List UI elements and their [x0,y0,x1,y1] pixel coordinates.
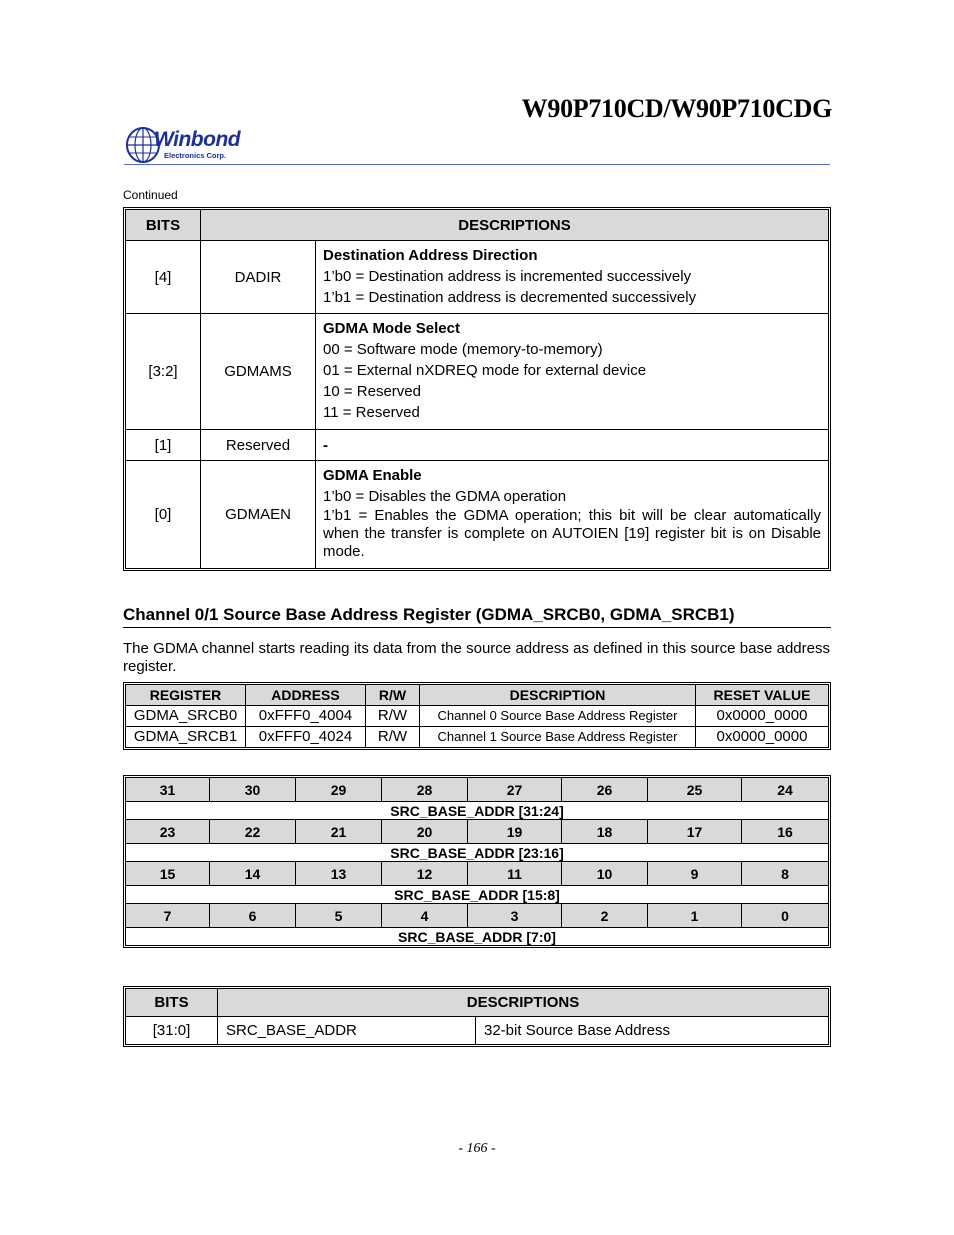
bit-number: 20 [382,820,468,844]
register-cell: GDMA_SRCB1 [126,727,246,748]
register-cell: GDMA_SRCB0 [126,706,246,727]
description-cell: 32-bit Source Base Address [476,1017,829,1045]
bit-number: 29 [296,778,382,802]
bit-number: 13 [296,862,382,886]
bits-cell: [1] [126,430,201,461]
control-bits-table [125,209,829,569]
field-name-cell: DADIR [201,241,316,314]
bit-number: 6 [210,904,296,928]
table-header-register: REGISTER [126,685,246,706]
bit-field-name: SRC_BASE_ADDR [7:0] [126,928,829,946]
table-header-descriptions: DESCRIPTIONS [218,989,829,1017]
bit-number: 14 [210,862,296,886]
bit-map-table [125,777,829,946]
field-name-cell: SRC_BASE_ADDR [218,1017,476,1045]
table-row [126,1017,829,1045]
bit-field-name: SRC_BASE_ADDR [23:16] [126,844,829,862]
description-cell: Channel 0 Source Base Address Register [420,706,696,727]
field-name-cell: Reserved [201,430,316,461]
bit-number: 3 [468,904,562,928]
table-header-address: ADDRESS [246,685,366,706]
bit-number: 19 [468,820,562,844]
reset-value-cell: 0x0000_0000 [696,706,829,727]
description-line: 10 = Reserved [323,383,421,400]
bits-cell: [31:0] [126,1017,218,1045]
bit-number: 16 [742,820,829,844]
bit-number: 2 [562,904,648,928]
description-line: 1’b0 = Destination address is incremented successively [323,268,692,285]
section-heading: Channel 0/1 Source Base Address Register (GDMA_SRCB0, GDMA_SRCB1) [123,605,831,628]
description-cell [316,430,829,461]
table-row [126,314,829,430]
bit-number: 15 [126,862,210,886]
register-table [125,684,829,748]
bit-number: 24 [742,778,829,802]
table-row [126,241,829,314]
table-header-description: DESCRIPTION [420,685,696,706]
table-row [126,727,829,748]
bit-number: 10 [562,862,648,886]
winbond-logo [126,125,256,165]
rw-cell: R/W [366,706,420,727]
address-cell: 0xFFF0_4024 [246,727,366,748]
bit-number: 30 [210,778,296,802]
field-name-cell: GDMAEN [201,461,316,569]
description-cell [316,241,829,314]
description-title: GDMA Enable [323,467,422,484]
bit-number: 26 [562,778,648,802]
bit-number: 8 [742,862,829,886]
section-paragraph: The GDMA channel starts reading its data from the source address as defined in this source base address register. [123,640,830,675]
bit-number-row [126,862,829,886]
bit-number-row [126,820,829,844]
document-title: W90P710CD/W90P710CDG [521,94,832,123]
bit-number: 9 [648,862,742,886]
field-name-cell: GDMAMS [201,314,316,430]
description-line: 11 = Reserved [323,404,420,421]
page-number: - 166 - [458,1141,496,1156]
bit-number-row [126,778,829,802]
bit-number: 1 [648,904,742,928]
rw-cell: R/W [366,727,420,748]
bit-number: 11 [468,862,562,886]
bit-number: 0 [742,904,829,928]
table-row [126,461,829,569]
description-title: GDMA Mode Select [323,320,460,337]
description-cell [316,314,829,430]
description-line: 1’b1 = Destination address is decremented successively [323,289,697,306]
bit-number: 21 [296,820,382,844]
logo-subtitle: Electronics Corp. [164,151,227,160]
description-cell: Channel 1 Source Base Address Register [420,727,696,748]
description-line: 00 = Software mode (memory-to-memory) [323,341,603,358]
reset-value-cell: 0x0000_0000 [696,727,829,748]
bit-number: 17 [648,820,742,844]
table-row [126,706,829,727]
bits-cell: [0] [126,461,201,569]
bit-field-name: SRC_BASE_ADDR [31:24] [126,802,829,820]
bit-number: 18 [562,820,648,844]
description-line: 01 = External nXDREQ mode for external device [323,362,647,379]
continued-label: Continued [123,188,178,202]
table-header-bits: BITS [126,210,201,241]
field-description-table [125,988,829,1045]
description-title: - [323,436,328,454]
logo-wordmark: Winbond [154,128,241,151]
bit-number: 22 [210,820,296,844]
bit-number: 12 [382,862,468,886]
bit-number: 25 [648,778,742,802]
description-cell [316,461,829,569]
bit-number: 23 [126,820,210,844]
description-title: Destination Address Direction [323,247,538,264]
header-rule [124,164,830,165]
address-cell: 0xFFF0_4004 [246,706,366,727]
bit-field-name: SRC_BASE_ADDR [15:8] [126,886,829,904]
table-row [126,430,829,461]
table-header-bits: BITS [126,989,218,1017]
bit-number: 7 [126,904,210,928]
bit-number: 27 [468,778,562,802]
table-header-rw: R/W [366,685,420,706]
bit-number: 28 [382,778,468,802]
bit-number: 31 [126,778,210,802]
table-header-descriptions: DESCRIPTIONS [201,210,829,241]
bits-cell: [3:2] [126,314,201,430]
description-line: 1’b1 = Enables the GDMA operation; this bit will be clear automatically when the transfer is complete on AUTOIEN [19] register bit is on Disable mode. [323,507,821,560]
bits-cell: [4] [126,241,201,314]
bit-number: 4 [382,904,468,928]
description-line: 1’b0 = Disables the GDMA operation [323,488,567,505]
bit-number-row [126,904,829,928]
table-header-reset-value: RESET VALUE [696,685,829,706]
bit-number: 5 [296,904,382,928]
